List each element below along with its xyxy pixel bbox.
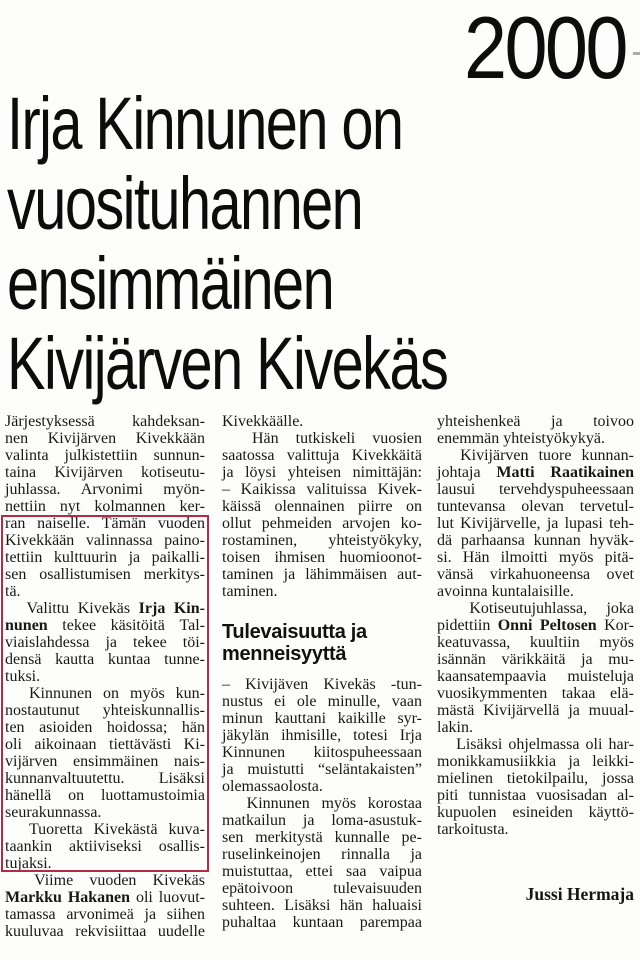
text-line: Kinnunen kiitospuheessaan: [222, 744, 422, 761]
text-line: Kotiseutujuhlassa, joka: [469, 600, 634, 617]
text-line: vuosikymmenten takaa elä-: [437, 685, 634, 702]
text-line: lausui tervehdyspuheessaan: [437, 481, 634, 498]
text-line: Lisäksi ohjelmassa oli har-: [456, 736, 634, 753]
subheading-line: Tulevaisuutta ja: [222, 621, 367, 643]
text-line: Viime vuoden Kivekäs: [34, 872, 205, 889]
text-line: Kivekkään valinnassa paino-: [5, 532, 205, 549]
text-line: epätoivoon tulevaisuuden: [222, 880, 422, 897]
text-line: tä.: [5, 583, 21, 600]
text-line: suhteen. Lisäksi hän haluaisi: [222, 897, 422, 914]
text-line: toisen ihmisen huomioonot-: [222, 549, 422, 566]
text-line: nostautunut yhteiskunnallis-: [5, 702, 205, 719]
text-line: oli aikoinaan tiettävästi Ki-: [5, 736, 205, 753]
text-line: olemassaolosta.: [222, 778, 323, 795]
text-line: monikkamusiikkia ja leikki-: [437, 753, 634, 770]
text-line: vänsä virkahuoneensa ovet: [437, 566, 634, 583]
article-column-3: [437, 413, 634, 838]
text-line: Tuoretta Kivekästä kuva-: [28, 821, 205, 838]
text-line: mästä Kivijärvellä ja muual-: [437, 702, 634, 719]
text-line: tujaksi.: [5, 855, 52, 872]
text-line: kuuluvaa rekvisiittaa uudelle: [5, 923, 205, 940]
text-line: taminen ja lähimmäisen aut-: [222, 566, 422, 583]
text-line: lut Kivijärvelle, ja lupasi teh-: [437, 515, 634, 532]
text-line: Kinnunen on myös kun-: [28, 685, 205, 702]
text-line: kunnanvaltuutettu. Lisäksi: [5, 770, 205, 787]
text-line: hänellä on luottamustoimia: [5, 787, 205, 804]
year-mark: 2000: [464, 0, 626, 97]
text-line: piti tunnistaa vuosisadan al-: [437, 787, 634, 804]
text-line: nettiin nyt kolmannen ker-: [5, 498, 205, 515]
text-line: Markku Hakanen oli luovut-: [5, 889, 205, 906]
text-line: avoinna kuntalaisille.: [437, 583, 574, 600]
text-line: lakin.: [437, 719, 473, 736]
text-line: Kivijärven tuore kunnan-: [460, 447, 634, 464]
text-line: minun kauttani kaikille syr-: [222, 710, 422, 727]
text-line: keatuvassa, kuultiin myös: [437, 634, 634, 651]
text-line: nunen tekee käsitöitä Tal-: [5, 617, 205, 634]
text-line: jäkylän ihmisille, totesi Irja: [222, 727, 422, 744]
text-line: Kivekkäälle.: [222, 413, 304, 430]
text-line: valinta julkistettiin sunnun-: [5, 447, 205, 464]
text-line: mielinen tietokilpailu, jossa: [437, 770, 634, 787]
text-line: vijärven ensimmäinen nais-: [5, 753, 205, 770]
text-line: ruselinkeinojen rinnalla ja: [222, 846, 422, 863]
text-line: tamassa arvonimeä ja siihen: [5, 906, 205, 923]
text-line: – Kaikissa valituissa Kivek-: [222, 481, 422, 498]
text-line: ten asioiden hoidossa; hän: [5, 719, 205, 736]
text-line: käissä olennainen piirre on: [222, 498, 422, 515]
byline: Jussi Hermaja: [525, 884, 634, 904]
text-line: tuntevansa olevan tervetul-: [437, 498, 634, 515]
section-subheading: [222, 621, 422, 665]
text-line: ja muistutti “seläntakaisten”: [222, 761, 422, 778]
text-line: tuksi.: [5, 668, 41, 685]
text-line: Hän tutkiskeli vuosien: [252, 430, 422, 447]
text-line: kaansatempaavia muisteluja: [437, 668, 634, 685]
text-line: kupuolen esineiden käyttö-: [437, 804, 634, 821]
subheading-line: menneisyyttä: [222, 643, 347, 665]
text-line: sen osallistumisen merkitys-: [5, 566, 205, 583]
text-line: ran naiselle. Tämän vuoden: [5, 515, 205, 532]
text-line: tettiin kulttuurin ja paikalli-: [5, 549, 205, 566]
text-line: taina Kivijärven kotiseutu-: [5, 464, 205, 481]
text-line: nen Kivijärven Kivekkään: [5, 430, 205, 447]
article-column-2-upper: [222, 413, 422, 600]
page-edge-artifact: [633, 52, 640, 55]
text-line: enemmän yhteistyökykyä.: [437, 430, 605, 447]
text-line: dä parhaansa kunnan hyväk-: [437, 532, 634, 549]
text-line: saatossa valittuja Kivekkäitä: [222, 447, 422, 464]
article-column-2-lower: [222, 676, 422, 931]
text-line: tarkoitusta.: [437, 821, 509, 838]
text-line: ollut pehmeiden arvojen ko-: [222, 515, 422, 532]
headline-line: vuosituhannen: [7, 162, 363, 245]
text-line: isännän värikkäitä ja mu-: [437, 651, 634, 668]
text-line: Valittu Kivekäs Irja Kin-: [26, 600, 205, 617]
text-line: ja löysi yhteisen nimittäjän:: [222, 464, 422, 481]
text-line: nustus ei ole minulle, vaan: [222, 693, 422, 710]
text-line: taminen.: [222, 583, 278, 600]
text-line: pidettiin Onni Peltosen Kor-: [437, 617, 634, 634]
text-line: – Kivijäven Kivekäs -tun-: [222, 676, 422, 693]
headline-line: Kivijärven Kivekäs: [7, 322, 448, 405]
text-line: taankin aktiiviseksi osallis-: [5, 838, 205, 855]
text-line: seurakunnassa.: [5, 804, 102, 821]
text-line: sen merkitystä kunnalle pe-: [222, 829, 422, 846]
text-line: Järjestyksessä kahdeksan-: [5, 413, 205, 430]
article-column-1: [5, 413, 205, 940]
text-line: yhteishenkeä ja toivoo: [437, 413, 634, 430]
text-line: si. Hän ilmoitti myös pitä-: [437, 549, 634, 566]
text-line: rostaminen, yhteistyökyky,: [222, 532, 422, 549]
text-line: densä kautta kuntaa tunne-: [5, 651, 205, 668]
headline-line: Irja Kinnunen on: [7, 82, 403, 165]
text-line: viaislahdessa ja tekee töi-: [5, 634, 205, 651]
text-line: muistuttaa, ettei saa vaipua: [222, 863, 422, 880]
text-line: Kinnunen myös korostaa: [246, 795, 422, 812]
headline: [7, 84, 553, 404]
text-line: puhaltaa kuntaan parempaa: [222, 914, 422, 931]
text-line: matkailun ja loma-asustuk-: [222, 812, 422, 829]
headline-line: ensimmäinen: [7, 242, 334, 325]
text-line: juhlassa. Arvonimi myön-: [5, 481, 205, 498]
text-line: johtaja Matti Raatikainen: [437, 464, 634, 481]
